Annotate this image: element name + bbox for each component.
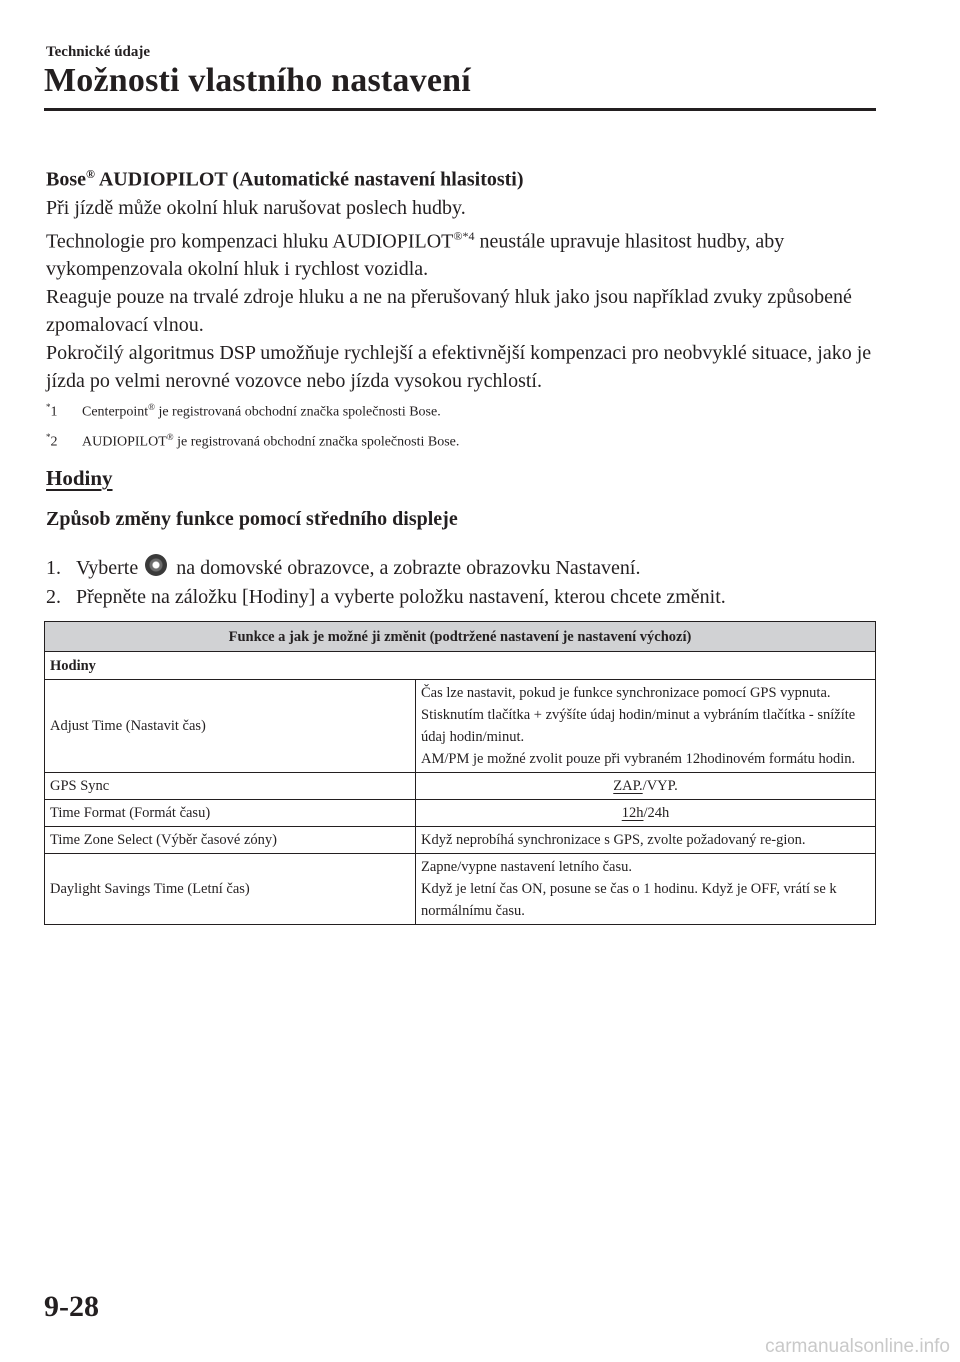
- default-option: 12h: [621, 805, 644, 821]
- bose-paragraph-3: Reaguje pouze na trvalé zdroje hluku a ne na přerušovaný hluk jako jsou například zvuky způsobené zpomalovací vlnou.: [46, 286, 852, 337]
- section-label: Technické údaje: [46, 44, 151, 60]
- page-number: 9-28: [44, 1290, 99, 1323]
- table-row: Adjust Time (Nastavit čas) Čas lze nastavit, pokud je funkce synchronizace pomocí GPS vypnuta. Stisknutím tlačítka + zvýšíte údaj hodin/minut a vybráním tlačítka - snížíte údaj hodin/minut. AM/PM je možné zvolit pouze při vybraném 12hodinovém formátu hodin.: [45, 680, 876, 773]
- watermark: carmanualsonline.info: [765, 1336, 950, 1357]
- table-row: GPS Sync ZAP./VYP.: [45, 773, 876, 800]
- page-title: Možnosti vlastního nastavení: [44, 62, 471, 99]
- method-heading: Způsob změny funkce pomocí středního displeje: [46, 508, 458, 530]
- bose-heading: Bose® AUDIOPILOT (Automatické nastavení hlasitosti): [46, 167, 524, 191]
- default-option: ZAP.: [613, 778, 643, 794]
- steps-list: [46, 554, 876, 612]
- table-row: Daylight Savings Time (Letní čas) Zapne/vypne nastavení letního času. Když je letní čas ON, posune se čas o 1 hodinu. Když je OFF, vrátí se k normálnímu času.: [45, 854, 876, 925]
- footnote-1: *1 Centerpoint® je registrovaná obchodní značka společnosti Bose.: [46, 402, 441, 420]
- table-row: Time Format (Formát času) 12h/24h: [45, 800, 876, 827]
- bose-paragraph-1: Při jízdě může okolní hluk narušovat poslech hudby.: [46, 196, 466, 219]
- bose-paragraph-2: Technologie pro kompenzaci hluku $AUDIOPILOT^{®*4}$ neustále upravuje hlasitost hudby, aby vykompenzovala okolní hluk i rychlost vozidla.: [46, 228, 785, 281]
- table-group-label: Hodiny: [45, 652, 876, 680]
- footnote-2: *2 AUDIOPILOT® je registrovaná obchodní značka společnosti Bose.: [46, 431, 460, 450]
- settings-gear-icon: [145, 554, 167, 576]
- table-header: Funkce a jak je možné ji změnit (podtržené nastavení je nastavení výchozí): [45, 622, 876, 652]
- table-row: Time Zone Select (Výběr časové zóny) Když neprobíhá synchronizace s GPS, zvolte požadovaný re-gion.: [45, 827, 876, 854]
- clock-heading: Hodiny: [46, 466, 113, 490]
- title-rule: [44, 108, 876, 111]
- bose-paragraph-4: Pokročilý algoritmus DSP umožňuje rychlejší a efektivnější kompenzaci pro neobvyklé situace, jako je jízda po velmi nerovné vozovce nebo jízda vysokou rychlostí.: [46, 342, 872, 393]
- settings-table: [44, 621, 876, 925]
- step-2: 2. Přepněte na záložku [Hodiny] a vyberte položku nastavení, kterou chcete změnit.: [46, 586, 726, 608]
- step-1: 1. Vyberte na domovské obrazovce, a zobrazte obrazovku Nastavení.: [46, 554, 876, 583]
- bose-section: [46, 160, 876, 455]
